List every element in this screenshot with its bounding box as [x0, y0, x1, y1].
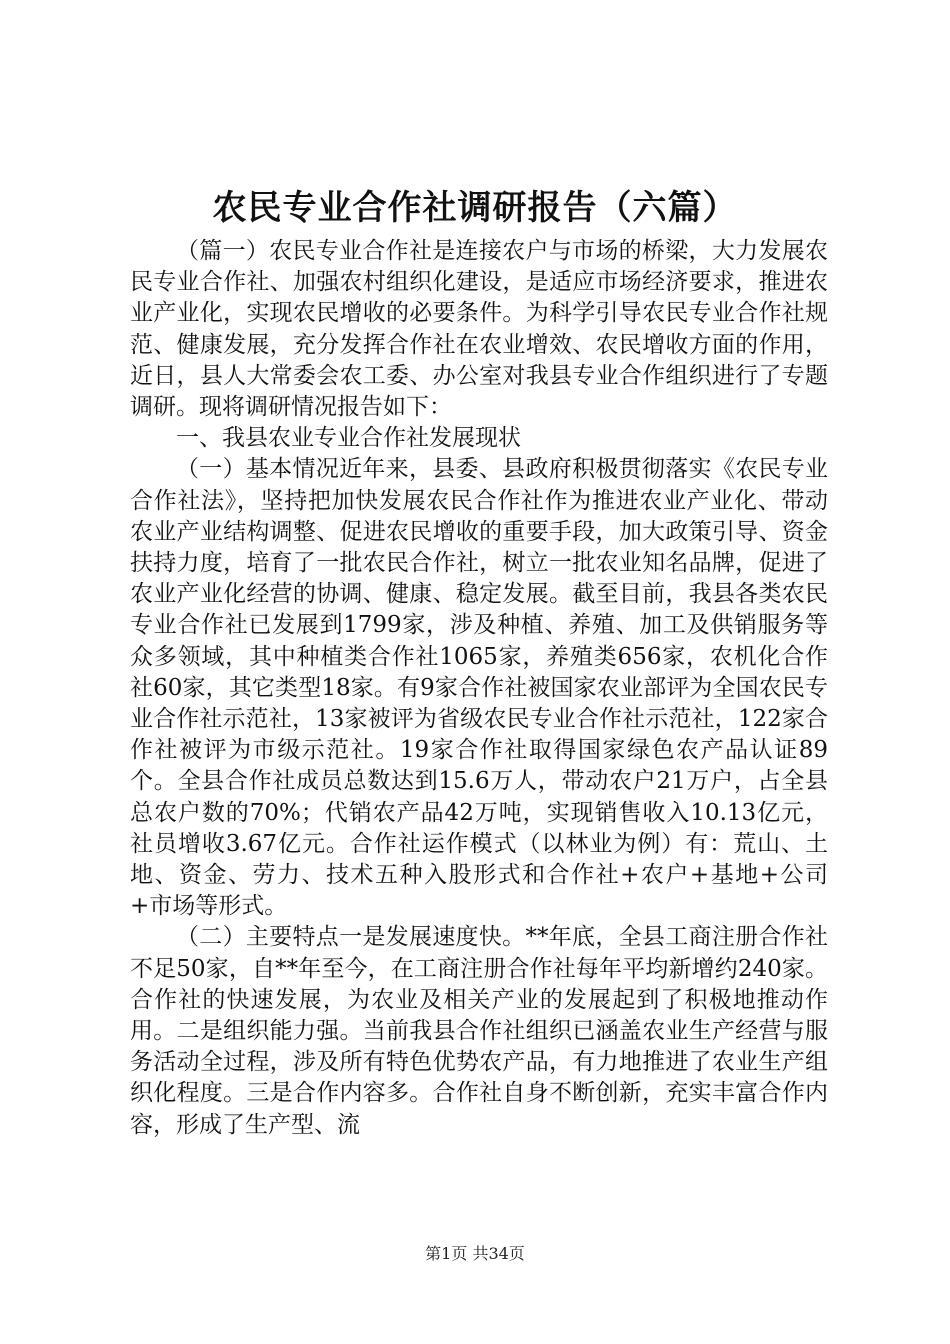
main-features-paragraph: （二）主要特点一是发展速度快。**年底，全县工商注册合作社不足50家，自**年至今，在工商注册合作社每年平均新增约240家。合作社的快速发展，为农业及相关产业的发展起到了积极地推动作用。二是组织能力强。当前我县合作社组织已涵盖农业生产经营与服务活动全过程，涉及所有特色优势农产品，有力地推进了农业生产组织化程度。三是合作内容多。合作社自身不断创新，充实丰富合作内容，形成了生产型、流 — [130, 924, 828, 1138]
basic-situation-paragraph: （一）基本情况近年来，县委、县政府积极贯彻落实《农民专业合作社法》，坚持把加快发展农民合作社作为推进农业产业化、带动农业产业结构调整、促进农民增收的重要手段，加大政策引导、资金扶持力度，培育了一批农民合作社，树立一批农业知名品牌，促进了农业产业化经营的协调、健康、稳定发展。截至目前，我县各类农民专业合作社已发展到1799家，涉及种植、养殖、加工及供销服务等众多领域，其中种植类合作社1065家，养殖类656家，农机化合作社60家，其它类型18家。有9家合作社被国家农业部评为全国农民专业合作社示范社，13家被评为省级农民专业合作社示范社，122家合作社被评为市级示范社。19家合作社取得国家绿色农产品认证89个。全县合作社成员总数达到15.6万人，带动农户21万户，占全县总农户数的70%；代销农产品42万吨，实现销售收入10.13亿元，社员增收3.67亿元。合作社运作模式（以林业为例）有：荒山、土地、资金、劳力、技术五种入股形式和合作社+农户+基地+公司+市场等形式。 — [130, 456, 828, 920]
page-number-footer: 第1页 共34页 — [425, 1244, 525, 1263]
document-title: 农民专业合作社调研报告（六篇） — [212, 188, 738, 228]
section-heading: 一、我县农业专业合作社发展现状 — [176, 425, 521, 452]
intro-paragraph: （篇一）农民专业合作社是连接农户与市场的桥梁，大力发展农民专业合作社、加强农村组织化建设，是适应市场经济要求，推进农业产业化，实现农民增收的必要条件。为科学引导农民专业合作社规范、健康发展，充分发挥合作社在农业增效、农民增收方面的作用，近日，县人大常委会农工委、办公室对我县专业合作组织进行了专题调研。现将调研情况报告如下： — [130, 238, 828, 421]
document-body — [130, 236, 828, 1141]
